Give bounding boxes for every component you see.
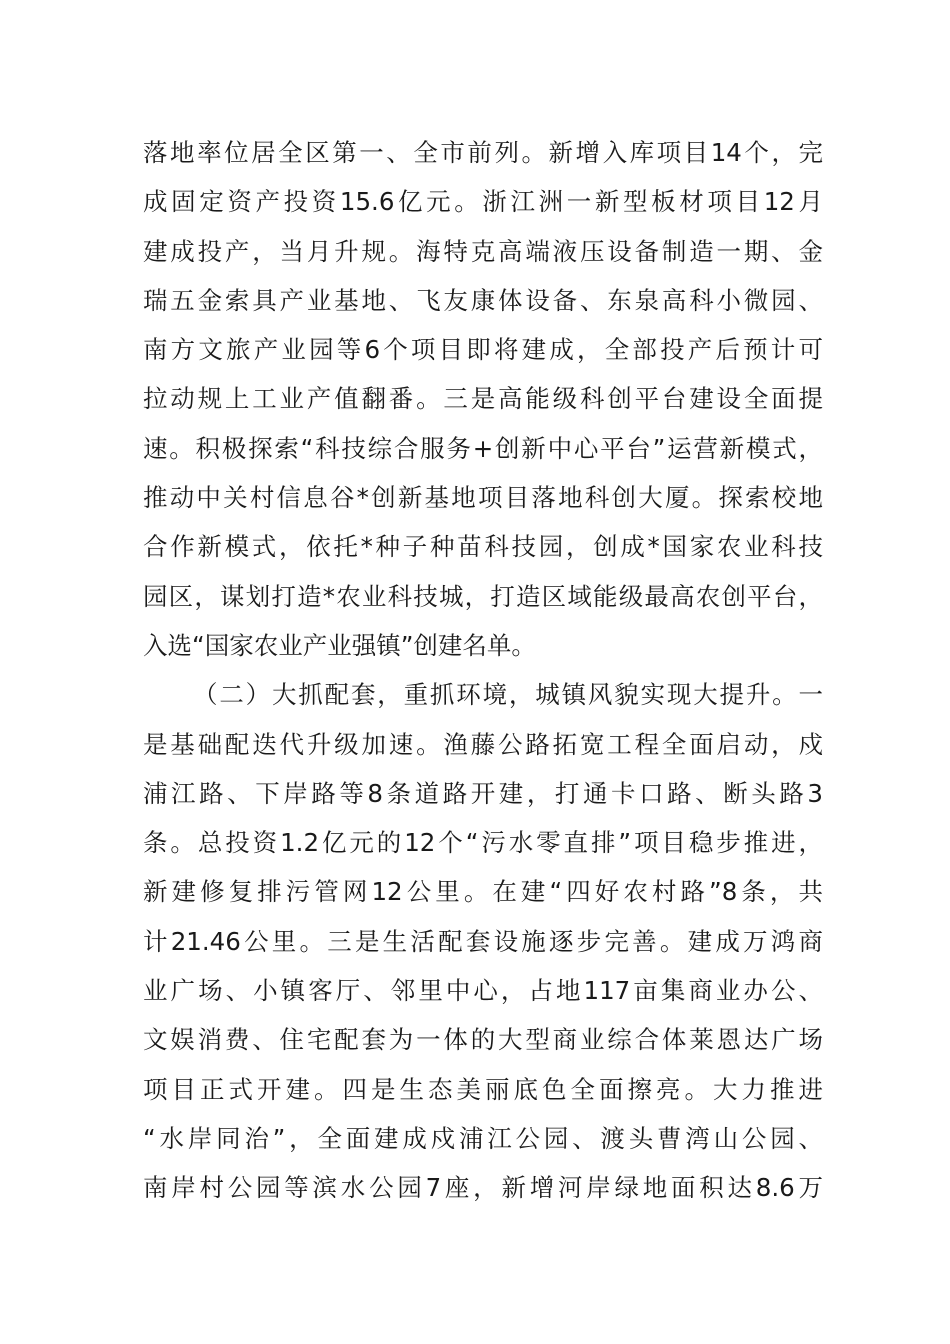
paragraph-1-line-1: 落地率位居全区第一、全市前列。新增入库项目14个，完 xyxy=(143,138,823,167)
body-text xyxy=(143,128,823,1213)
paragraph-1-line-7: 速。积极探索“科技综合服务+创新中心平台”运营新模式， xyxy=(143,433,823,463)
paragraph-2-line-1: （二）大抓配套，重抓环境，城镇风貌实现大提升。一 xyxy=(193,680,823,710)
paragraph-1-line-6: 拉动规上工业产值翻番。三是高能级科创平台建设全面提 xyxy=(143,384,823,414)
paragraph-2-line-10: “水岸同治”，全面建成戍浦江公园、渡头曹湾山公园、 xyxy=(143,1123,823,1153)
paragraph-1-line-5: 南方文旅产业园等6个项目即将建成，全部投产后预计可 xyxy=(143,335,823,365)
paragraph-2-line-2: 是基础配迭代升级加速。渔藤公路拓宽工程全面启动，戍 xyxy=(143,729,823,759)
paragraph-1-line-10: 园区，谋划打造*农业科技城，打造区域能级最高农创平台， xyxy=(143,581,823,611)
paragraph-1-line-2: 成固定资产投资15.6亿元。浙江洲一新型板材项目12月 xyxy=(143,187,823,217)
paragraph-1-line-4: 瑞五金索具产业基地、飞友康体设备、东泉高科小微园、 xyxy=(143,285,823,315)
paragraph-1-line-3: 建成投产，当月升规。海特克高端液压设备制造一期、金 xyxy=(143,236,823,266)
paragraph-2-line-6: 计21.46公里。三是生活配套设施逐步完善。建成万鸿商 xyxy=(143,926,823,956)
paragraph-2-line-9: 项目正式开建。四是生态美丽底色全面擦亮。大力推进 xyxy=(143,1074,823,1104)
paragraph-2-line-3: 浦江路、下岸路等8条道路开建，打通卡口路、断头路3 xyxy=(143,778,823,808)
paragraph-2-line-4: 条。总投资1.2亿元的12个“污水零直排”项目稳步推进， xyxy=(143,828,823,858)
paragraph-1-line-9: 合作新模式，依托*种子种苗科技园，创成*国家农业科技 xyxy=(143,532,823,562)
paragraph-1-line-8: 推动中关村信息谷*创新基地项目落地科创大厦。探索校地 xyxy=(143,483,823,513)
paragraph-2-line-8: 文娱消费、住宅配套为一体的大型商业综合体莱恩达广场 xyxy=(143,1025,823,1055)
paragraph-2-line-5: 新建修复排污管网12公里。在建“四好农村路”8条，共 xyxy=(143,877,823,907)
paragraph-2-line-11: 南岸村公园等滨水公园7座，新增河岸绿地面积达8.6万 xyxy=(143,1173,823,1203)
paragraph-2-line-7: 业广场、小镇客厅、邻里中心，占地117亩集商业办公、 xyxy=(143,976,823,1006)
paragraph-1-line-11: 入选“国家农业产业强镇”创建名单。 xyxy=(143,630,536,660)
